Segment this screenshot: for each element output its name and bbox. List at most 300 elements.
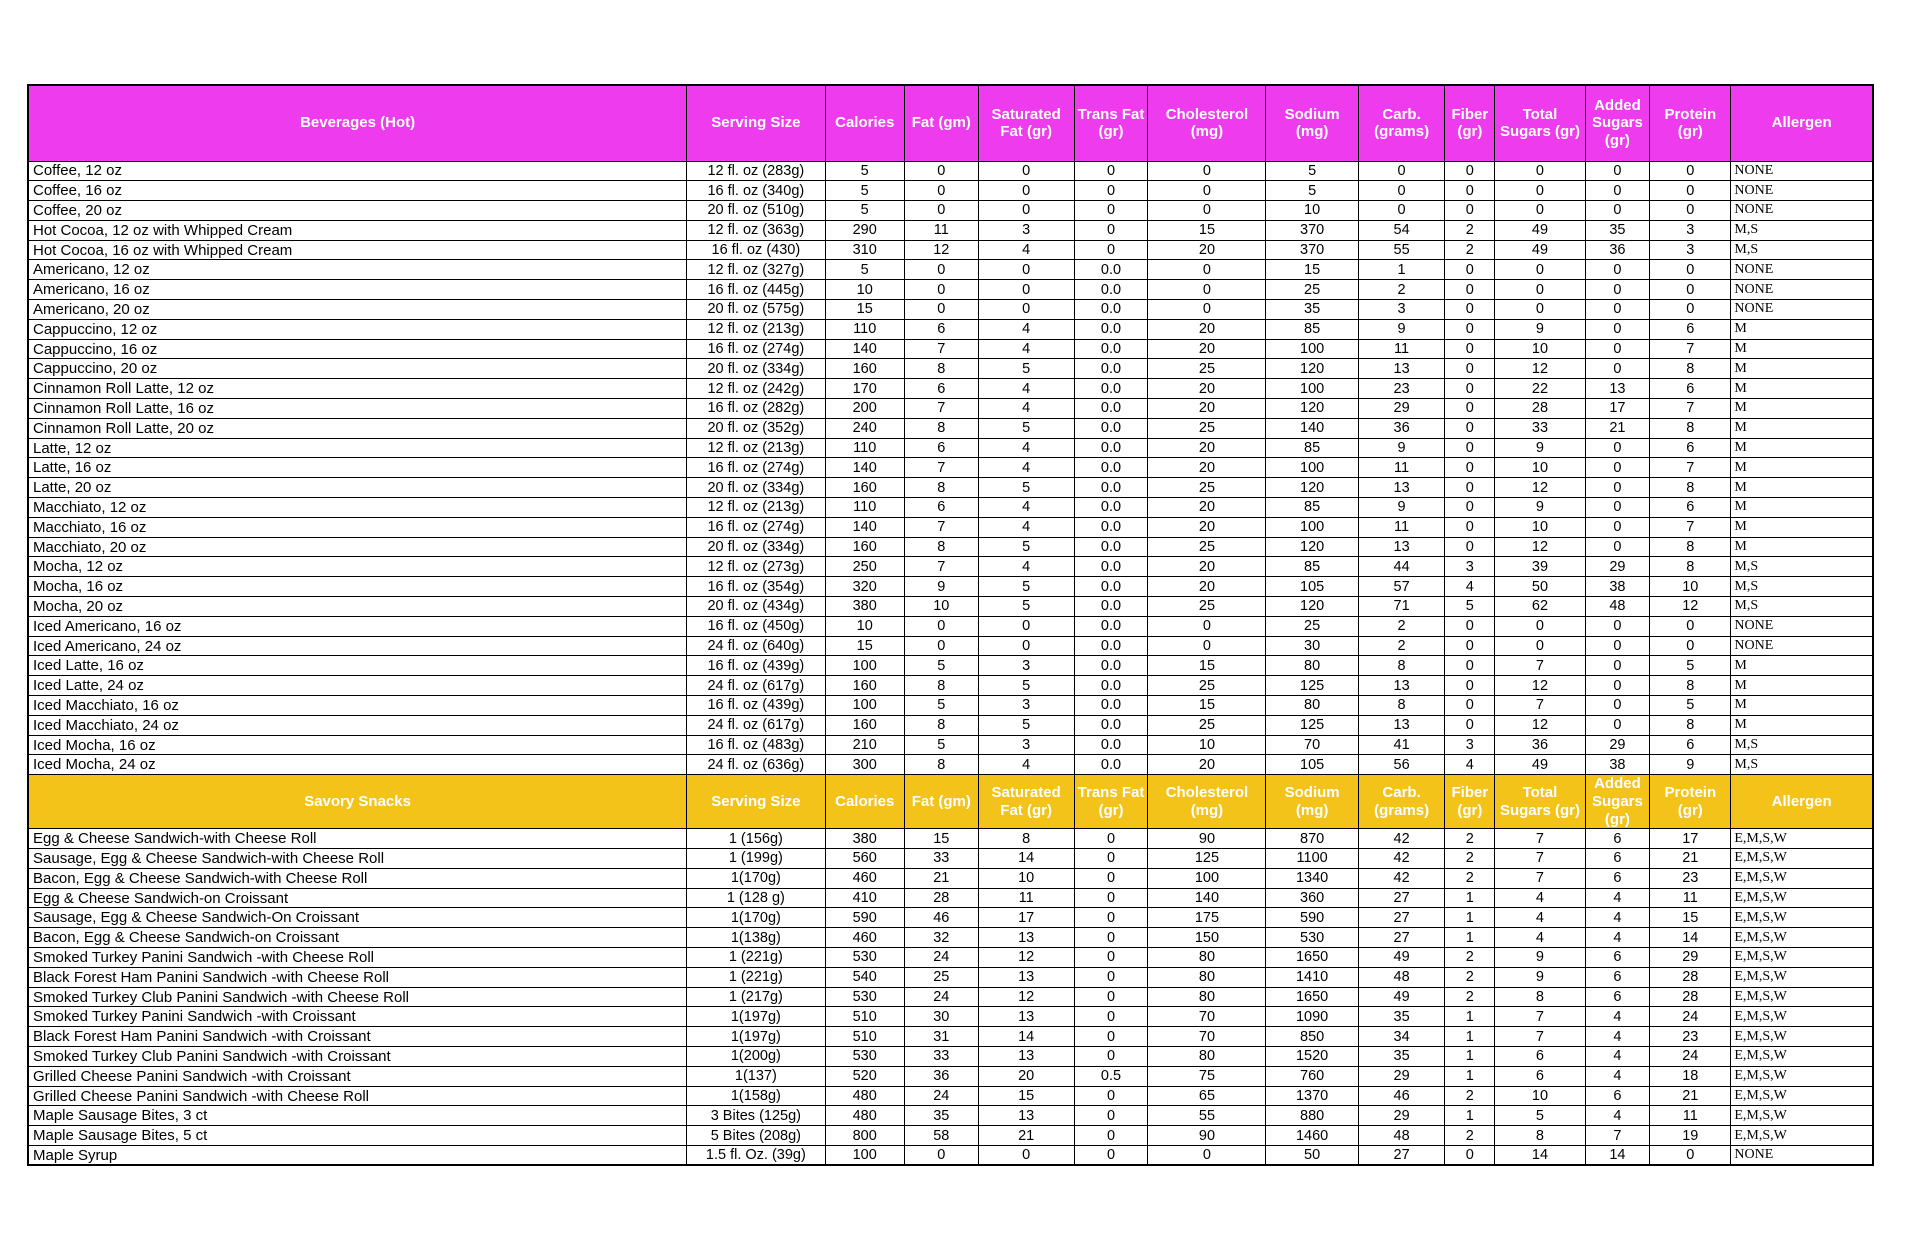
value-cell-trans-fat-gr: 0: [1074, 1106, 1148, 1126]
value-cell-sodium-mg: 25: [1266, 616, 1358, 636]
item-row: [28, 616, 1873, 636]
value-cell-calories: 380: [825, 829, 904, 849]
value-cell-fiber-gr: 2: [1445, 849, 1495, 869]
item-name-cell: Coffee, 20 oz: [28, 201, 687, 221]
value-cell-protein-gr: 6: [1650, 438, 1731, 458]
value-cell-total-sugars-gr: 0: [1495, 201, 1585, 221]
value-cell-trans-fat-gr: 0.0: [1074, 656, 1148, 676]
allergen-cell: M,S: [1731, 735, 1873, 755]
item-row: [28, 161, 1873, 181]
value-cell-fiber-gr: 0: [1445, 715, 1495, 735]
value-cell-trans-fat-gr: 0.0: [1074, 755, 1148, 775]
value-cell-fiber-gr: 0: [1445, 656, 1495, 676]
value-cell-sodium-mg: 125: [1266, 715, 1358, 735]
value-cell-calories: 590: [825, 908, 904, 928]
value-cell-serving-size: 1 (156g): [687, 829, 825, 849]
value-cell-cholesterol-mg: 25: [1148, 676, 1266, 696]
value-cell-fiber-gr: 4: [1445, 577, 1495, 597]
value-cell-saturated-fat-gr: 4: [978, 517, 1074, 537]
value-cell-serving-size: 16 fl. oz (354g): [687, 577, 825, 597]
value-cell-saturated-fat-gr: 0: [978, 161, 1074, 181]
col-header-allergen: Allergen: [1731, 85, 1873, 161]
value-cell-cholesterol-mg: 90: [1148, 1126, 1266, 1146]
value-cell-saturated-fat-gr: 4: [978, 557, 1074, 577]
value-cell-trans-fat-gr: 0.0: [1074, 379, 1148, 399]
value-cell-carb-grams: 0: [1358, 181, 1445, 201]
value-cell-fat-gm: 36: [904, 1066, 978, 1086]
item-name-cell: Macchiato, 16 oz: [28, 517, 687, 537]
value-cell-sodium-mg: 590: [1266, 908, 1358, 928]
value-cell-added-sugars-gr: 4: [1585, 1007, 1650, 1027]
value-cell-total-sugars-gr: 12: [1495, 359, 1585, 379]
value-cell-fiber-gr: 2: [1445, 1086, 1495, 1106]
value-cell-calories: 300: [825, 755, 904, 775]
value-cell-trans-fat-gr: 0.0: [1074, 715, 1148, 735]
value-cell-calories: 170: [825, 379, 904, 399]
item-name-cell: Mocha, 12 oz: [28, 557, 687, 577]
value-cell-trans-fat-gr: 0.0: [1074, 577, 1148, 597]
value-cell-total-sugars-gr: 7: [1495, 1007, 1585, 1027]
value-cell-fiber-gr: 0: [1445, 319, 1495, 339]
value-cell-calories: 240: [825, 418, 904, 438]
value-cell-serving-size: 24 fl. oz (636g): [687, 755, 825, 775]
item-name-cell: Iced Macchiato, 24 oz: [28, 715, 687, 735]
value-cell-fat-gm: 33: [904, 1047, 978, 1067]
value-cell-carb-grams: 35: [1358, 1007, 1445, 1027]
value-cell-saturated-fat-gr: 14: [978, 849, 1074, 869]
value-cell-sodium-mg: 100: [1266, 458, 1358, 478]
value-cell-carb-grams: 56: [1358, 755, 1445, 775]
item-name-cell: Bacon, Egg & Cheese Sandwich-on Croissant: [28, 928, 687, 948]
value-cell-cholesterol-mg: 15: [1148, 696, 1266, 716]
value-cell-carb-grams: 46: [1358, 1086, 1445, 1106]
item-name-cell: Coffee, 16 oz: [28, 181, 687, 201]
value-cell-fiber-gr: 2: [1445, 829, 1495, 849]
value-cell-calories: 110: [825, 319, 904, 339]
item-row: [28, 478, 1873, 498]
value-cell-trans-fat-gr: 0: [1074, 161, 1148, 181]
value-cell-added-sugars-gr: 35: [1585, 220, 1650, 240]
value-cell-fiber-gr: 2: [1445, 868, 1495, 888]
value-cell-added-sugars-gr: 0: [1585, 616, 1650, 636]
value-cell-calories: 290: [825, 220, 904, 240]
value-cell-added-sugars-gr: 0: [1585, 696, 1650, 716]
value-cell-fat-gm: 8: [904, 676, 978, 696]
value-cell-added-sugars-gr: 0: [1585, 161, 1650, 181]
value-cell-added-sugars-gr: 21: [1585, 418, 1650, 438]
value-cell-carb-grams: 29: [1358, 1066, 1445, 1086]
value-cell-cholesterol-mg: 15: [1148, 220, 1266, 240]
value-cell-carb-grams: 8: [1358, 656, 1445, 676]
value-cell-carb-grams: 9: [1358, 498, 1445, 518]
value-cell-trans-fat-gr: 0: [1074, 240, 1148, 260]
value-cell-serving-size: 16 fl. oz (274g): [687, 339, 825, 359]
value-cell-calories: 15: [825, 300, 904, 320]
value-cell-fiber-gr: 0: [1445, 616, 1495, 636]
value-cell-fat-gm: 0: [904, 260, 978, 280]
value-cell-fiber-gr: 0: [1445, 418, 1495, 438]
value-cell-protein-gr: 0: [1650, 300, 1731, 320]
value-cell-calories: 200: [825, 399, 904, 419]
item-row: [28, 829, 1873, 849]
value-cell-cholesterol-mg: 70: [1148, 1007, 1266, 1027]
item-row: [28, 458, 1873, 478]
value-cell-carb-grams: 1: [1358, 260, 1445, 280]
col-header-fat-gm: Fat (gm): [904, 775, 978, 829]
allergen-cell: E,M,S,W: [1731, 1027, 1873, 1047]
value-cell-added-sugars-gr: 0: [1585, 478, 1650, 498]
value-cell-fat-gm: 33: [904, 849, 978, 869]
value-cell-trans-fat-gr: 0: [1074, 868, 1148, 888]
value-cell-added-sugars-gr: 6: [1585, 849, 1650, 869]
value-cell-protein-gr: 21: [1650, 1086, 1731, 1106]
value-cell-fiber-gr: 0: [1445, 379, 1495, 399]
value-cell-fat-gm: 8: [904, 478, 978, 498]
value-cell-calories: 520: [825, 1066, 904, 1086]
allergen-cell: M,S: [1731, 597, 1873, 617]
value-cell-sodium-mg: 760: [1266, 1066, 1358, 1086]
value-cell-added-sugars-gr: 14: [1585, 1146, 1650, 1166]
value-cell-protein-gr: 8: [1650, 557, 1731, 577]
value-cell-trans-fat-gr: 0: [1074, 967, 1148, 987]
value-cell-cholesterol-mg: 90: [1148, 829, 1266, 849]
value-cell-cholesterol-mg: 140: [1148, 888, 1266, 908]
value-cell-sodium-mg: 85: [1266, 498, 1358, 518]
value-cell-cholesterol-mg: 125: [1148, 849, 1266, 869]
value-cell-carb-grams: 42: [1358, 868, 1445, 888]
value-cell-fat-gm: 7: [904, 517, 978, 537]
item-row: [28, 1146, 1873, 1166]
value-cell-protein-gr: 15: [1650, 908, 1731, 928]
value-cell-saturated-fat-gr: 0: [978, 636, 1074, 656]
value-cell-saturated-fat-gr: 0: [978, 260, 1074, 280]
value-cell-saturated-fat-gr: 0: [978, 201, 1074, 221]
value-cell-carb-grams: 54: [1358, 220, 1445, 240]
value-cell-carb-grams: 27: [1358, 888, 1445, 908]
allergen-cell: NONE: [1731, 201, 1873, 221]
value-cell-carb-grams: 11: [1358, 458, 1445, 478]
value-cell-carb-grams: 36: [1358, 418, 1445, 438]
value-cell-saturated-fat-gr: 15: [978, 1086, 1074, 1106]
value-cell-carb-grams: 55: [1358, 240, 1445, 260]
value-cell-serving-size: 1(170g): [687, 868, 825, 888]
value-cell-fat-gm: 24: [904, 987, 978, 1007]
value-cell-fiber-gr: 1: [1445, 1066, 1495, 1086]
value-cell-carb-grams: 13: [1358, 715, 1445, 735]
value-cell-total-sugars-gr: 12: [1495, 715, 1585, 735]
value-cell-total-sugars-gr: 36: [1495, 735, 1585, 755]
value-cell-calories: 410: [825, 888, 904, 908]
value-cell-cholesterol-mg: 20: [1148, 399, 1266, 419]
item-name-cell: Cappuccino, 16 oz: [28, 339, 687, 359]
value-cell-protein-gr: 10: [1650, 577, 1731, 597]
value-cell-saturated-fat-gr: 4: [978, 399, 1074, 419]
value-cell-total-sugars-gr: 10: [1495, 517, 1585, 537]
value-cell-serving-size: 12 fl. oz (363g): [687, 220, 825, 240]
allergen-cell: E,M,S,W: [1731, 928, 1873, 948]
value-cell-fat-gm: 30: [904, 1007, 978, 1027]
value-cell-trans-fat-gr: 0: [1074, 1027, 1148, 1047]
col-header-total-sugars-gr: Total Sugars (gr): [1495, 85, 1585, 161]
allergen-cell: NONE: [1731, 260, 1873, 280]
item-row: [28, 715, 1873, 735]
item-row: [28, 1126, 1873, 1146]
value-cell-protein-gr: 23: [1650, 868, 1731, 888]
allergen-cell: M: [1731, 715, 1873, 735]
value-cell-sodium-mg: 25: [1266, 280, 1358, 300]
value-cell-fat-gm: 5: [904, 656, 978, 676]
value-cell-fiber-gr: 0: [1445, 260, 1495, 280]
value-cell-fiber-gr: 0: [1445, 280, 1495, 300]
value-cell-trans-fat-gr: 0.0: [1074, 498, 1148, 518]
allergen-cell: M: [1731, 537, 1873, 557]
value-cell-fat-gm: 6: [904, 438, 978, 458]
value-cell-fat-gm: 8: [904, 755, 978, 775]
value-cell-serving-size: 12 fl. oz (283g): [687, 161, 825, 181]
value-cell-total-sugars-gr: 0: [1495, 280, 1585, 300]
item-name-cell: Maple Sausage Bites, 3 ct: [28, 1106, 687, 1126]
value-cell-serving-size: 1(138g): [687, 928, 825, 948]
value-cell-protein-gr: 9: [1650, 755, 1731, 775]
value-cell-saturated-fat-gr: 12: [978, 987, 1074, 1007]
value-cell-calories: 510: [825, 1007, 904, 1027]
value-cell-calories: 380: [825, 597, 904, 617]
value-cell-serving-size: 16 fl. oz (282g): [687, 399, 825, 419]
value-cell-calories: 320: [825, 577, 904, 597]
value-cell-sodium-mg: 880: [1266, 1106, 1358, 1126]
item-name-cell: Macchiato, 20 oz: [28, 537, 687, 557]
allergen-cell: E,M,S,W: [1731, 967, 1873, 987]
value-cell-protein-gr: 11: [1650, 888, 1731, 908]
value-cell-protein-gr: 6: [1650, 498, 1731, 518]
value-cell-calories: 530: [825, 1047, 904, 1067]
value-cell-trans-fat-gr: 0.0: [1074, 517, 1148, 537]
item-name-cell: Sausage, Egg & Cheese Sandwich-On Croissant: [28, 908, 687, 928]
value-cell-carb-grams: 27: [1358, 908, 1445, 928]
value-cell-sodium-mg: 105: [1266, 577, 1358, 597]
value-cell-calories: 100: [825, 656, 904, 676]
value-cell-protein-gr: 11: [1650, 1106, 1731, 1126]
allergen-cell: M: [1731, 656, 1873, 676]
value-cell-sodium-mg: 80: [1266, 656, 1358, 676]
value-cell-fiber-gr: 0: [1445, 676, 1495, 696]
col-header-sodium-mg: Sodium (mg): [1266, 85, 1358, 161]
value-cell-total-sugars-gr: 7: [1495, 656, 1585, 676]
value-cell-saturated-fat-gr: 5: [978, 478, 1074, 498]
value-cell-cholesterol-mg: 20: [1148, 319, 1266, 339]
value-cell-calories: 250: [825, 557, 904, 577]
value-cell-saturated-fat-gr: 5: [978, 577, 1074, 597]
value-cell-saturated-fat-gr: 4: [978, 498, 1074, 518]
value-cell-sodium-mg: 120: [1266, 478, 1358, 498]
value-cell-serving-size: 20 fl. oz (334g): [687, 478, 825, 498]
value-cell-calories: 5: [825, 201, 904, 221]
value-cell-sodium-mg: 370: [1266, 220, 1358, 240]
value-cell-fat-gm: 6: [904, 498, 978, 518]
value-cell-cholesterol-mg: 20: [1148, 755, 1266, 775]
item-name-cell: Bacon, Egg & Cheese Sandwich-with Cheese Roll: [28, 868, 687, 888]
value-cell-saturated-fat-gr: 3: [978, 735, 1074, 755]
value-cell-protein-gr: 24: [1650, 1007, 1731, 1027]
value-cell-carb-grams: 41: [1358, 735, 1445, 755]
value-cell-added-sugars-gr: 0: [1585, 636, 1650, 656]
value-cell-protein-gr: 19: [1650, 1126, 1731, 1146]
value-cell-total-sugars-gr: 28: [1495, 399, 1585, 419]
value-cell-serving-size: 1(158g): [687, 1086, 825, 1106]
value-cell-protein-gr: 29: [1650, 948, 1731, 968]
value-cell-cholesterol-mg: 15: [1148, 656, 1266, 676]
value-cell-fiber-gr: 0: [1445, 181, 1495, 201]
allergen-cell: M: [1731, 418, 1873, 438]
value-cell-carb-grams: 44: [1358, 557, 1445, 577]
value-cell-saturated-fat-gr: 0: [978, 181, 1074, 201]
value-cell-cholesterol-mg: 25: [1148, 478, 1266, 498]
value-cell-fat-gm: 0: [904, 201, 978, 221]
value-cell-protein-gr: 0: [1650, 636, 1731, 656]
item-row: [28, 319, 1873, 339]
value-cell-total-sugars-gr: 8: [1495, 987, 1585, 1007]
col-header-added-sugars-gr: Added Sugars (gr): [1585, 85, 1650, 161]
value-cell-sodium-mg: 360: [1266, 888, 1358, 908]
col-header-calories: Calories: [825, 85, 904, 161]
value-cell-carb-grams: 13: [1358, 359, 1445, 379]
value-cell-serving-size: 12 fl. oz (213g): [687, 498, 825, 518]
item-name-cell: Hot Cocoa, 12 oz with Whipped Cream: [28, 220, 687, 240]
value-cell-added-sugars-gr: 4: [1585, 908, 1650, 928]
value-cell-added-sugars-gr: 29: [1585, 735, 1650, 755]
allergen-cell: NONE: [1731, 616, 1873, 636]
value-cell-cholesterol-mg: 20: [1148, 438, 1266, 458]
value-cell-sodium-mg: 35: [1266, 300, 1358, 320]
value-cell-added-sugars-gr: 4: [1585, 1047, 1650, 1067]
value-cell-serving-size: 1 (221g): [687, 967, 825, 987]
item-name-cell: Latte, 12 oz: [28, 438, 687, 458]
item-name-cell: Smoked Turkey Panini Sandwich -with Cheese Roll: [28, 948, 687, 968]
item-name-cell: Maple Sausage Bites, 5 ct: [28, 1126, 687, 1146]
value-cell-carb-grams: 57: [1358, 577, 1445, 597]
value-cell-serving-size: 5 Bites (208g): [687, 1126, 825, 1146]
value-cell-fat-gm: 0: [904, 300, 978, 320]
value-cell-fat-gm: 7: [904, 339, 978, 359]
value-cell-total-sugars-gr: 0: [1495, 161, 1585, 181]
value-cell-protein-gr: 0: [1650, 280, 1731, 300]
value-cell-protein-gr: 7: [1650, 517, 1731, 537]
value-cell-total-sugars-gr: 62: [1495, 597, 1585, 617]
value-cell-cholesterol-mg: 20: [1148, 339, 1266, 359]
value-cell-added-sugars-gr: 4: [1585, 928, 1650, 948]
value-cell-saturated-fat-gr: 13: [978, 1007, 1074, 1027]
value-cell-calories: 530: [825, 987, 904, 1007]
item-name-cell: Smoked Turkey Club Panini Sandwich -with Cheese Roll: [28, 987, 687, 1007]
value-cell-total-sugars-gr: 10: [1495, 1086, 1585, 1106]
value-cell-trans-fat-gr: 0: [1074, 888, 1148, 908]
value-cell-trans-fat-gr: 0.0: [1074, 319, 1148, 339]
item-row: [28, 240, 1873, 260]
value-cell-total-sugars-gr: 0: [1495, 636, 1585, 656]
value-cell-total-sugars-gr: 0: [1495, 616, 1585, 636]
value-cell-serving-size: 1(197g): [687, 1027, 825, 1047]
item-name-cell: Grilled Cheese Panini Sandwich -with Croissant: [28, 1066, 687, 1086]
value-cell-saturated-fat-gr: 13: [978, 1047, 1074, 1067]
value-cell-fiber-gr: 0: [1445, 339, 1495, 359]
value-cell-fiber-gr: 0: [1445, 517, 1495, 537]
value-cell-carb-grams: 48: [1358, 967, 1445, 987]
value-cell-carb-grams: 42: [1358, 829, 1445, 849]
value-cell-cholesterol-mg: 0: [1148, 181, 1266, 201]
value-cell-calories: 140: [825, 458, 904, 478]
col-header-protein-gr: Protein (gr): [1650, 85, 1731, 161]
item-row: [28, 928, 1873, 948]
item-name-cell: Black Forest Ham Panini Sandwich -with Croissant: [28, 1027, 687, 1047]
value-cell-sodium-mg: 85: [1266, 557, 1358, 577]
value-cell-fiber-gr: 0: [1445, 300, 1495, 320]
item-name-cell: Egg & Cheese Sandwich-on Croissant: [28, 888, 687, 908]
value-cell-added-sugars-gr: 13: [1585, 379, 1650, 399]
allergen-cell: E,M,S,W: [1731, 948, 1873, 968]
value-cell-fiber-gr: 0: [1445, 478, 1495, 498]
item-row: [28, 339, 1873, 359]
value-cell-calories: 160: [825, 537, 904, 557]
item-name-cell: Maple Syrup: [28, 1146, 687, 1166]
value-cell-added-sugars-gr: 6: [1585, 868, 1650, 888]
value-cell-calories: 140: [825, 339, 904, 359]
item-row: [28, 181, 1873, 201]
value-cell-cholesterol-mg: 0: [1148, 616, 1266, 636]
item-row: [28, 280, 1873, 300]
value-cell-serving-size: 1(200g): [687, 1047, 825, 1067]
value-cell-total-sugars-gr: 12: [1495, 676, 1585, 696]
section-header-row-beverages-hot: [28, 85, 1873, 161]
value-cell-serving-size: 1(170g): [687, 908, 825, 928]
value-cell-sodium-mg: 370: [1266, 240, 1358, 260]
value-cell-fiber-gr: 1: [1445, 908, 1495, 928]
item-row: [28, 1047, 1873, 1067]
col-header-allergen: Allergen: [1731, 775, 1873, 829]
allergen-cell: NONE: [1731, 1146, 1873, 1166]
value-cell-serving-size: 3 Bites (125g): [687, 1106, 825, 1126]
value-cell-cholesterol-mg: 0: [1148, 636, 1266, 656]
value-cell-fiber-gr: 0: [1445, 696, 1495, 716]
value-cell-trans-fat-gr: 0: [1074, 987, 1148, 1007]
value-cell-protein-gr: 0: [1650, 1146, 1731, 1166]
value-cell-protein-gr: 0: [1650, 161, 1731, 181]
value-cell-calories: 560: [825, 849, 904, 869]
col-header-calories: Calories: [825, 775, 904, 829]
value-cell-sodium-mg: 80: [1266, 696, 1358, 716]
value-cell-sodium-mg: 1650: [1266, 987, 1358, 1007]
value-cell-cholesterol-mg: 20: [1148, 458, 1266, 478]
value-cell-sodium-mg: 85: [1266, 438, 1358, 458]
value-cell-trans-fat-gr: 0.0: [1074, 616, 1148, 636]
value-cell-fiber-gr: 1: [1445, 1007, 1495, 1027]
value-cell-protein-gr: 8: [1650, 359, 1731, 379]
allergen-cell: M: [1731, 339, 1873, 359]
item-name-cell: Iced Americano, 16 oz: [28, 616, 687, 636]
value-cell-sodium-mg: 70: [1266, 735, 1358, 755]
value-cell-fiber-gr: 0: [1445, 1146, 1495, 1166]
value-cell-total-sugars-gr: 9: [1495, 319, 1585, 339]
value-cell-protein-gr: 14: [1650, 928, 1731, 948]
section-title: Beverages (Hot): [28, 85, 687, 161]
value-cell-fat-gm: 0: [904, 1146, 978, 1166]
value-cell-cholesterol-mg: 10: [1148, 735, 1266, 755]
value-cell-sodium-mg: 15: [1266, 260, 1358, 280]
value-cell-cholesterol-mg: 20: [1148, 240, 1266, 260]
value-cell-calories: 510: [825, 1027, 904, 1047]
value-cell-carb-grams: 0: [1358, 201, 1445, 221]
value-cell-protein-gr: 23: [1650, 1027, 1731, 1047]
item-name-cell: Cinnamon Roll Latte, 20 oz: [28, 418, 687, 438]
